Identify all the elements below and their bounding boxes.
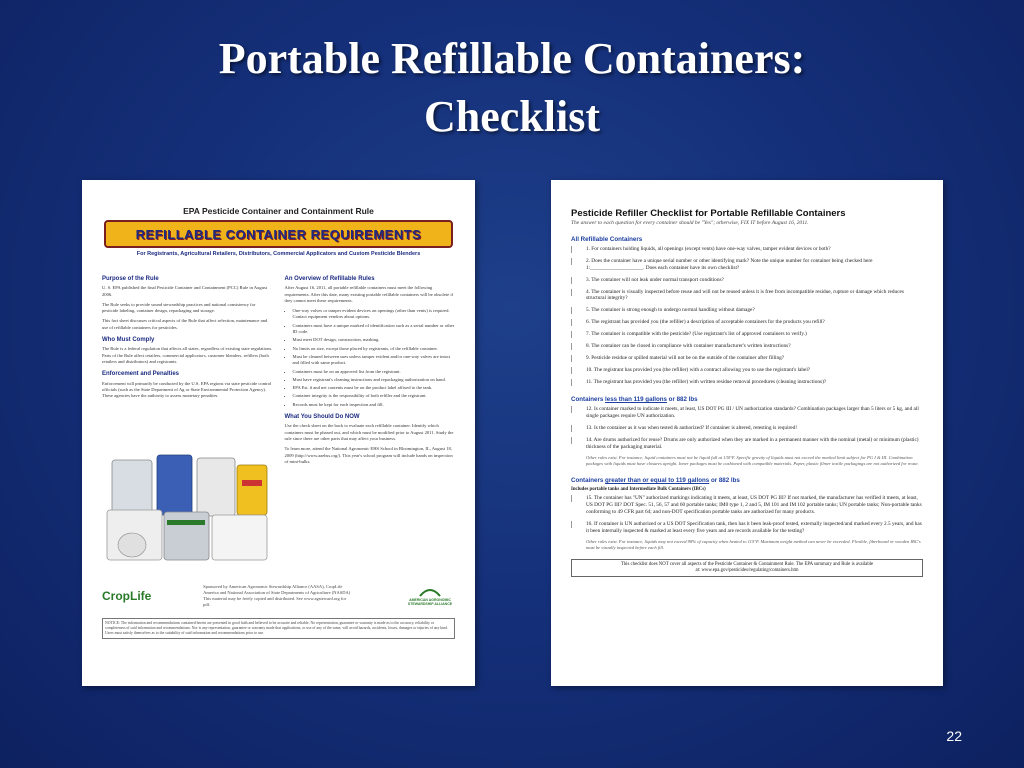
section-greater-sub: Includes portable tanks and Intermediate Bulk Containers (IBCs)	[571, 487, 706, 493]
checklist-item-text: 12. Is container marked to indicate it meets, at least, US DOT PG III / UN authorization standards? Combination packages larger than 5 liters or 5 kg, and all single packages require UN authorization.	[586, 406, 919, 419]
checklist-item	[571, 307, 923, 314]
checkbox-line[interactable]	[571, 521, 578, 528]
checklist-greater	[571, 495, 923, 534]
who-text: The Rule is a federal regulation that affects all states, regardless of existing state regulations. Parts of the Rule affect retailers, commercial applicators, customer blenders, refillers (both retailers and distributors) and registrants.	[102, 346, 273, 364]
note-greater: Other rules exist. For instance, liquids may not exceed 98% of capacity when heated to 115°F. Maximum weight method can never be exceeded. Flexible, fiberboard or wooden IBC's must be visually inspected before each fill.	[586, 539, 921, 551]
checklist-item-text: 10. The registrant has provided you (the refiller) with a contract allowing you to use the registrant's label?	[586, 367, 811, 374]
section-underlined: greater than or equal to 119 gallons	[605, 477, 710, 485]
checklist-item-text: 5. The container is strong enough to undergo normal handling without damage?	[586, 307, 755, 314]
section-all-containers: All Refillable Containers	[571, 236, 643, 243]
overview-text: After August 16, 2011, all portable refillable containers must meet the following requirements. After this date, many existing portable refillable containers will be obsolete if they cannot meet these requirements.	[284, 285, 454, 303]
what-heading: What You Should Do NOW	[284, 414, 360, 421]
section-less-than-119	[571, 396, 923, 403]
fact-sheet-columns	[102, 270, 455, 469]
leaf-icon	[418, 586, 442, 598]
checklist-item-text: 13. Is the container as it was when tested & authorized? If container is altered, retesting is required!	[586, 424, 798, 431]
checklist-item-text: 11. The registrant has provided you (the refiller) with written residue removal procedures (cleaning instructions)?	[586, 379, 827, 386]
checkbox-line[interactable]	[571, 406, 578, 413]
footer-line-1: This checklist does NOT cover all aspects of the Pesticide Container & Containment Rule. The EPA summary and Rule is available	[620, 562, 874, 568]
purpose-heading: Purpose of the Rule	[102, 276, 159, 282]
section-greater-than-119	[571, 477, 923, 484]
checkbox-line[interactable]	[571, 277, 578, 284]
section-suffix: or 882 lbs	[709, 477, 740, 485]
overview-bullet: • Containers must be on an approved list from the registrant.	[293, 369, 456, 375]
checkbox-line[interactable]	[571, 331, 578, 338]
checklist-item-text: 16. If container is UN authorized or a US DOT Specification tank, then has it been leak-proof tested, externally inspected/and marked every 2.5 years, and has it been internally inspected & marked at least every five years and are records available for the testing?	[586, 520, 922, 534]
overview-bullet: • Must have registrant's cleaning instructions and repackaging authorization on hand.	[293, 377, 456, 383]
checklist-item	[571, 521, 923, 535]
section-underlined: less than 119 gallons	[605, 396, 667, 404]
refiller-checklist-document	[551, 180, 943, 686]
fact-sheet-left-column	[102, 270, 273, 469]
note-less: Other rules exist. For instance, liquid containers must not be liquid full at 130°F. Specific gravity of liquids must not exceed the marked limit subject for PG I & III. Combination packages with liquids must have closures upright. Inner packages must be cushioned with compatible materials. Paper, plastic filmer textile packagings are not authorized for reuse.	[586, 455, 919, 467]
fact-sheet-subhead: For Registrants, Agricultural Retailers, Distributors, Commercial Applicators and Custom Pesticide Blenders	[136, 251, 421, 257]
checklist-item	[571, 425, 923, 432]
croplife-logo: CropLife	[102, 589, 152, 603]
overview-bullet: • EPA Est. # and net contents must be on the product label affixed to the tank.	[293, 385, 456, 391]
enforcement-heading: Enforcement and Penalties	[102, 371, 180, 378]
checklist-subtitle: The answer to each question for every container should be "Yes"; otherwise, FIX IT before August 16, 2011.	[571, 220, 809, 226]
section-prefix: Containers	[571, 396, 606, 404]
slide-title-line1: Portable Refillable Containers:	[218, 34, 806, 83]
section-suffix: or 882 lbs	[666, 396, 698, 404]
reproduce-text: This material may be freely copied and distributed. See www.agsteward.org for pdf.	[203, 596, 347, 607]
checklist-item	[571, 319, 923, 326]
checkbox-line[interactable]	[571, 355, 578, 362]
checklist-item	[571, 258, 923, 272]
checklist-item-text: 6. The registrant has provided you (the refiller) a description of acceptable containers for the products you refill?	[586, 319, 825, 326]
checkbox-line[interactable]	[571, 319, 578, 326]
checklist-item-text: 8. The container can be closed in compliance with container manufacturer's written instructions?	[586, 343, 791, 350]
checkbox-line[interactable]	[571, 367, 578, 374]
checkbox-line[interactable]	[571, 343, 578, 350]
overview-bullet: • Must be cleaned between uses unless tamper evident and/or one-way valves are intact and filled with same product.	[293, 354, 456, 367]
section-prefix: Containers	[571, 477, 606, 485]
checkbox-line[interactable]	[571, 307, 578, 314]
checklist-all	[571, 246, 923, 386]
checklist-less	[571, 406, 923, 450]
checklist-title: Pesticide Refiller Checklist for Portable Refillable Containers	[571, 208, 846, 219]
checklist-item-text: 15. The container has "UN" authorized markings indicating it meets, at least, US DOT PG III? If not marked, the manufacturer has verified it meets, at least, US DOT PG III? DOT Spec. 51, 56, 57 and 60 portable tanks; IM0 type 1, 2 and 5, IM 101 and IM 102 portable tanks; UN portable tanks; Non-portable tanks conforming to 49 CFR part 64; and non-DOT specification portable tanks are authorized for many products.	[586, 495, 922, 515]
checklist-item	[571, 406, 923, 420]
notice-box: NOTICE: The information and recommendations contained herein are presented in good faith and believed to be accurate and reliable. No representation, guarantee or warranty is made as to the accuracy, reliability or completeness of said information and recommendations. Nor is any representation, guarantee or warranty made that applications, or use of any of the same, will avoid hazards, accidents, losses, damages or injuries of any kind. Users must satisfy themselves as to the suitability of said information and recommendations prior to use.	[102, 618, 455, 639]
overview-bullet: • Containers must have a unique marked of identification such as a serial number or other ID code.	[293, 323, 456, 336]
checklist-item-text: 7. The container is compatible with the pesticide? (Use registrant's list of approved containers to verify.)	[586, 331, 807, 338]
checklist-item	[571, 331, 923, 338]
overview-bullet: • Container integrity is the responsibility of both refiller and the registrant.	[293, 393, 456, 399]
checkbox-line[interactable]	[571, 289, 578, 296]
purpose-text-3: This fact sheet discusses critical aspects of the Rule that affect selection, maintenance and use of refillable containers for pesticides.	[102, 318, 268, 330]
stewardship-logo	[405, 581, 455, 611]
overview-bullet: • One-way valves or tamper evident devices on openings (other than vents) is required. Contact equipment vendors about options.	[293, 308, 456, 321]
footer-line-2: at: www.epa.gov/pesticides/regulating/containers.htm	[695, 568, 799, 574]
fact-sheet-footer	[102, 576, 455, 616]
checkbox-line[interactable]	[571, 495, 578, 502]
checklist-item-text: 1. For containers holding liquids, all openings (except vents) have one-way valves, tamper evident devices or both?	[586, 246, 831, 252]
checklist-item-text: 4. The container is visually inspected before reuse and will not be reused unless it is free from incompatible residue, rupture or damage which reduces structural integrity?	[586, 288, 904, 302]
slide-title	[0, 30, 1024, 146]
enforcement-text: Enforcement will primarily be conducted by the U.S. EPA regions via state pesticide control officials (such as the State Department of Ag or State Environmental Protection Agency). These agencies have the authority to assess monetary penalties.	[102, 380, 272, 399]
what-text: Use the check sheet on the back to evaluate each refillable container. Identify which containers must be phased out, and which must be modified prior to August 2011. Study the rule since there are other parts that may affect your business.	[284, 423, 454, 441]
checklist-item	[571, 289, 923, 303]
sponsor-block	[203, 584, 353, 608]
checklist-item	[571, 355, 923, 362]
checklist-item	[571, 379, 923, 386]
checkbox-line[interactable]	[571, 246, 578, 253]
overview-bullet: • Must meet DOT design, construction, marking.	[293, 337, 456, 343]
page-number: 22	[946, 728, 962, 744]
checklist-item-text: 3. The container will not leak under normal transport conditions?	[586, 276, 724, 283]
overview-bullet: • Records must be kept for each inspection and fill.	[293, 402, 456, 408]
checklist-item-text: 2. Does the container have a unique serial number or other identifying mark? Note the unique number for container being checked here 1:____________________. Does each container have its own checklist?	[586, 258, 873, 271]
fact-sheet-header: EPA Pesticide Container and Containment Rule	[183, 206, 374, 216]
fact-sheet-right-column	[285, 270, 456, 469]
checklist-footer	[571, 559, 923, 577]
containers-photo	[102, 450, 272, 570]
stewardship-label: AMERICAN AGRONOMIC STEWARDSHIP ALLIANCE	[407, 598, 453, 606]
checkbox-line[interactable]	[571, 379, 578, 386]
checklist-item	[571, 367, 923, 374]
fact-sheet-banner: REFILLABLE CONTAINER REQUIREMENTS	[104, 220, 453, 248]
checklist-item-text: 14. Are drums authorized for reuse? Drums are only authorized when they are marked in a permanent manner with the nominal (metal) or minimum (plastic) thickness of the packaging material.	[586, 436, 919, 450]
checklist-item-text: 9. Pesticide residue or spilled material will not be on the outside of the container after filling?	[586, 355, 785, 362]
checkbox-line[interactable]	[571, 425, 578, 432]
who-heading: Who Must Comply	[102, 337, 155, 344]
checklist-item	[571, 437, 923, 451]
purpose-text: U. S. EPA published the final Pesticide Container and Containment (PCC) Rule in August 2006.	[102, 285, 268, 297]
fact-sheet-document	[82, 180, 475, 686]
purpose-text-2: The Rule seeks to provide sound stewardship practices and national consistency for pesticide labeling, container design, repackaging and storage.	[102, 301, 256, 314]
slide-title-line2: Checklist	[424, 92, 600, 141]
overview-list	[285, 308, 456, 408]
checklist-item	[571, 343, 923, 350]
what-text-2: To learn more, attend the National Agronomic EHS School in Bloomington, IL, August 18, 2009 (http://www.aaehss.org/). This year's school program will include hands on inspection of mini-bulks.	[284, 446, 453, 464]
checklist-item	[571, 277, 923, 284]
checkbox-line[interactable]	[571, 258, 578, 265]
overview-bullet: • No limits on size, except those placed by registrants, of the refillable container.	[293, 346, 456, 352]
overview-heading: An Overview of Refillable Rules	[284, 276, 375, 282]
checklist-item	[571, 495, 923, 515]
checklist-item	[571, 246, 923, 253]
checkbox-line[interactable]	[571, 437, 578, 444]
sponsor-text: Sponsored by American Agronomic Stewardship Alliance (AASA), CropLife America and National Association of State Departments of Agriculture (NASDA)	[203, 584, 351, 595]
